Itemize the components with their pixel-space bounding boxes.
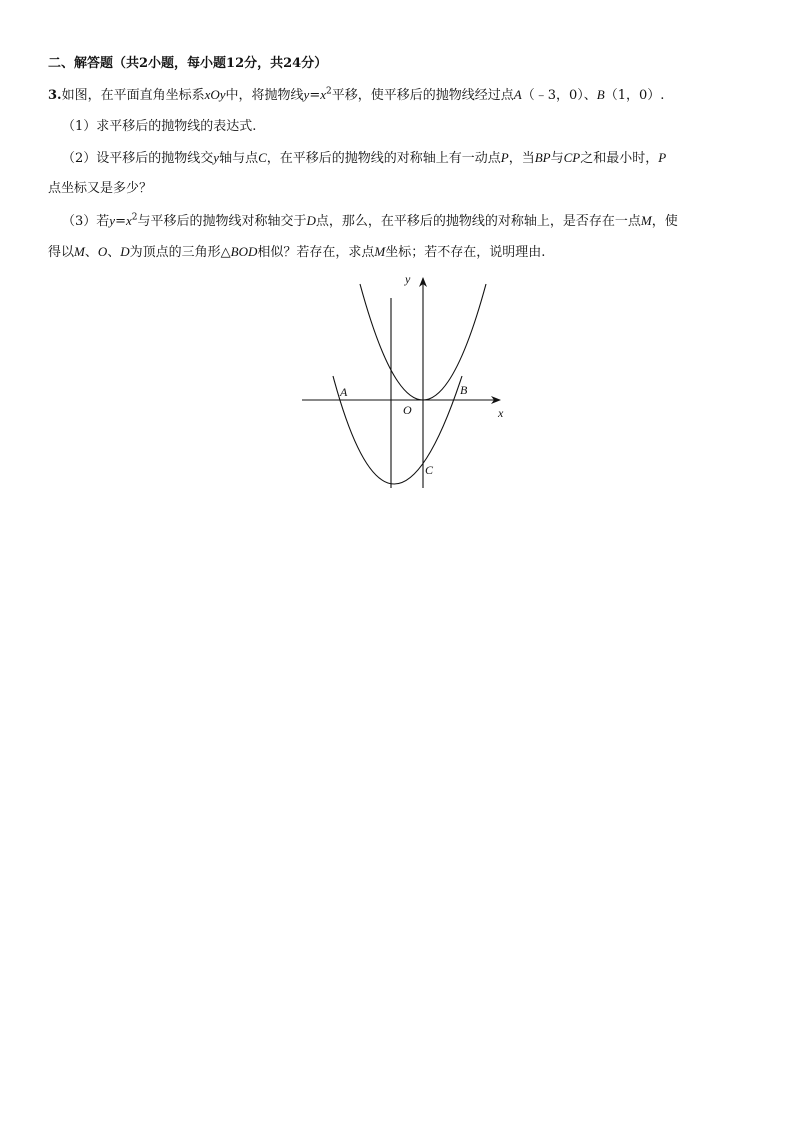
q3-sep-2: 、 <box>107 245 121 260</box>
question-2-line-1 <box>62 149 772 168</box>
q2-text-e: 与 <box>550 151 564 166</box>
point-a-label: A <box>340 385 348 399</box>
origin-label: O <box>403 403 412 417</box>
q2-text-a: （2）设平移后的抛物线交 <box>62 151 214 166</box>
question-2-line-2: 点坐标又是多少？ <box>48 181 153 196</box>
section-heading: 二、解答题（共2小题，每小题12分，共24分） <box>48 56 328 71</box>
q3-point-o: O <box>97 244 108 259</box>
stem-x: x <box>320 87 327 102</box>
q2-point-c: C <box>258 150 267 165</box>
q2-text-f: 之和最小时， <box>580 151 659 166</box>
problem-number: 3. <box>48 88 62 103</box>
coordinate-diagram <box>296 266 510 492</box>
q3-text-e: 得以 <box>48 245 75 260</box>
question-3-line-1 <box>62 212 772 231</box>
stem-text-2: 中，将抛物线 <box>225 88 304 103</box>
stem-text-1: 如图，在平面直角坐标系 <box>61 88 205 103</box>
q3-text-c: 点，那么，在平移后的抛物线的对称轴上，是否存在一点 <box>315 214 641 229</box>
q2-point-p: P <box>500 150 509 165</box>
q3-text-f: 为顶点的三角形△ <box>129 245 231 260</box>
question-1: （1）求平移后的抛物线的表达式. <box>62 119 257 134</box>
q3-text-a: （3）若 <box>62 214 110 229</box>
point-b-label: B <box>460 383 468 397</box>
q3-point-m-3: M <box>374 244 386 259</box>
q2-text-c: ，在平移后的抛物线的对称轴上有一动点 <box>266 151 501 166</box>
q2-y: y <box>213 150 220 165</box>
q3-text-d: ，使 <box>651 214 678 229</box>
q2-text-b: 轴与点 <box>219 151 259 166</box>
translated-parabola <box>333 376 462 484</box>
stem-a-coord: （﹣3，0）、 <box>521 88 597 103</box>
q3-point-d-2: D <box>120 244 130 259</box>
stem-y: y <box>303 87 310 102</box>
q3-point-d: D <box>306 213 316 228</box>
stem-xoy: xOy <box>204 87 226 102</box>
stem-eq: = <box>309 88 321 103</box>
point-c-label: C <box>425 463 434 477</box>
q2-text-d: ，当 <box>508 151 535 166</box>
stem-text-3: 平移，使平移后的抛物线经过点 <box>331 88 514 103</box>
q3-bod: BOD <box>230 244 258 259</box>
q3-sep-1: 、 <box>84 245 98 260</box>
y-axis-label: y <box>405 272 411 286</box>
q3-text-g: 相似？若存在，求点 <box>257 245 375 260</box>
q3-text-h: 坐标；若不存在，说明理由. <box>385 245 546 260</box>
q3-x: x <box>125 213 132 228</box>
stem-point-a: A <box>513 87 522 102</box>
x-axis-label: x <box>498 406 504 420</box>
q3-text-b: 与平移后的抛物线对称轴交于 <box>137 214 307 229</box>
question-3-line-2 <box>48 243 758 262</box>
q2-cp: CP <box>563 150 581 165</box>
stem-b-coord: （1，0）. <box>604 88 665 103</box>
stem-exponent: 2 <box>326 86 332 97</box>
q2-bp: BP <box>534 150 551 165</box>
q3-eq: = <box>115 214 126 229</box>
problem-stem <box>48 86 758 105</box>
q3-point-m-2: M <box>74 244 85 259</box>
stem-point-b: B <box>596 87 605 102</box>
q3-exponent: 2 <box>131 212 138 223</box>
parabola-figure <box>296 266 510 492</box>
q2-point-p-2: P <box>658 150 667 165</box>
q3-y: y <box>109 213 116 228</box>
q3-point-m: M <box>640 213 652 228</box>
